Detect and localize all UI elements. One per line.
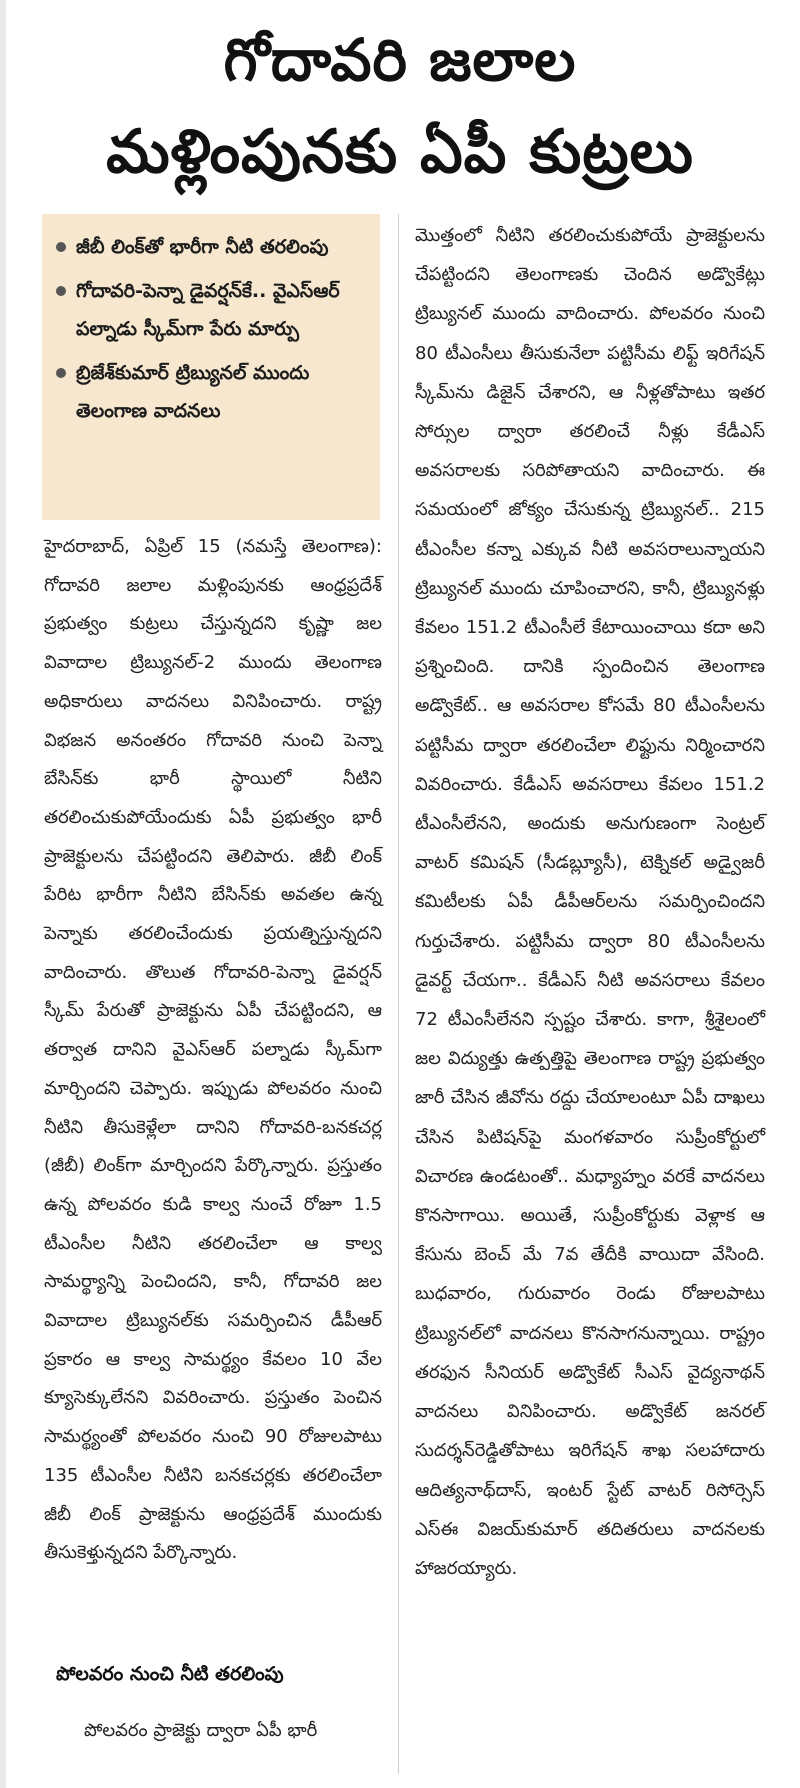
highlights-box	[42, 214, 380, 520]
highlight-item	[56, 272, 370, 348]
headline-line-1: గోదావరి జలాల	[223, 26, 577, 94]
highlight-item	[56, 228, 370, 266]
article-body-left-tail: పోలవరం ప్రాజెక్టు ద్వారా ఏపీ భారీ	[84, 1720, 318, 1741]
article-body-left: హైదరాబాద్, ఏప్రిల్ 15 (నమస్తే తెలంగాణ): గోదావరి జలాల మళ్లింపునకు ఆంధ్రప్రదేశ్ ప్రభుత్వం కుట్రలు చేస్తున్నదని కృష్ణా జల వివాదాల ట్రిబ్యునల్-2 ముందు తెలంగాణ అధికారులు వాదనలు వినిపించారు. రాష్ట్ర విభజన అనంతరం గోదావరి నుంచి పెన్నా బేసిన్‌కు భారీ స్థాయిలో నీటిని తరలించుకుపోయేందుకు ఏపీ ప్రభుత్వం భారీ ప్రాజెక్టులను చేపట్టిందని తెలిపారు. జీబీ లింక్ పేరిట భారీగా నీటిని బేసిన్‌కు అవతల ఉన్న పెన్నాకు తరలించేందుకు ప్రయత్నిస్తున్నదని వాదించారు. తొలుత గోదావరి-పెన్నా డైవర్షన్ స్కీమ్ పేరుతో ప్రాజెక్టును ఏపీ చేపట్టిందని, ఆ తర్వాత దానిని వైఎస్‌ఆర్ పల్నాడు స్కీమ్‌గా మార్చిందని చెప్పారు. ఇప్పుడు పోలవరం నుంచి నీటిని తీసుకెళ్లేలా దానిని గోదావరి-బనకచర్ల (జీబీ) లింక్‌గా మార్చిందని పేర్కొన్నారు. ప్రస్తుతం ఉన్న పోలవరం కుడి కాల్వ నుంచే రోజూ 1.5 టీఎంసీల నీటిని తరలించేలా ఆ కాల్వ సామర్థ్యాన్ని పెంచిందని, కానీ, గోదావరి జల వివాదాల ట్రిబ్యునల్‌కు సమర్పించిన డీపీఆర్ ప్రకారం ఆ కాల్వ సామర్థ్యం కేవలం 10 వేల క్యూసెక్కులేనని వివరించారు. ప్రస్తుతం పెంచిన సామర్థ్యంతో పోలవరం నుంచి 90 రోజులపాటు 135 టీఎంసీల నీటిని బనకచర్లకు తరలించేలా జీబీ లింక్ ప్రాజెక్టును ఆంధ్రప్రదేశ్ ముందుకు తీసుకెళ్తున్నదని పేర్కొన్నారు.	[44, 536, 382, 1564]
highlight-text: బ్రిజేశ్‌కుమార్ ట్రిబ్యునల్ ముందు తెలంగాణ వాదనలు	[76, 362, 310, 422]
article-body-right: మొత్తంలో నీటిని తరలించుకుపోయే ప్రాజెక్టులను చేపట్టిందని తెలంగాణకు చెందిన అడ్వొకేట్లు ట్రిబ్యునల్ ముందు వాదించారు. పోలవరం నుంచి 80 టీఎంసీలు తీసుకునేలా పట్టిసీమ లిఫ్ట్ ఇరిగేషన్ స్కీమ్‌ను డిజైన్ చేశారని, ఆ నీళ్లతోపాటు ఇతర సోర్సుల ద్వారా తరలించే నీళ్లు కేడీఎస్ అవసరాలకు సరిపోతాయని వాదించారు. ఈ సమయంలో జోక్యం చేసుకున్న ట్రిబ్యునల్.. 215 టీఎంసీల కన్నా ఎక్కువ నీటి అవసరాలున్నాయని ట్రిబ్యునల్ ముందు చూపించారని, కానీ, ట్రిబ్యునళ్లు కేవలం 151.2 టీఎంసీలే కేటాయించాయి కదా అని ప్రశ్నించింది. దానికి స్పందించిన తెలంగాణ అడ్వొకేట్.. ఆ అవసరాల కోసమే 80 టీఎంసీలను పట్టిసీమ ద్వారా తరలించేలా లిఫ్టును నిర్మించారని వివరించారు. కేడీఎస్ అవసరాలు కేవలం 151.2 టీఎంసీలేనని, అందుకు అనుగుణంగా సెంట్రల్ వాటర్ కమిషన్ (సీడబ్ల్యూసీ), టెక్నికల్ అడ్వైజరీ కమిటీలకు ఏపీ డీపీఆర్‌లను సమర్పించిందని గుర్తుచేశారు. పట్టిసీమ ద్వారా 80 టీఎంసీలను డైవర్ట్ చేయగా.. కేడీఎస్ నీటి అవసరాలు కేవలం 72 టీఎంసీలేనని స్పష్టం చేశారు. కాగా, శ్రీశైలంలో జల విద్యుత్తు ఉత్పత్తిపై తెలంగాణ రాష్ట్ర ప్రభుత్వం జారీ చేసిన జీవోను రద్దు చేయాలంటూ ఏపీ దాఖలు చేసిన పిటిషన్‌పై మంగళవారం సుప్రీంకోర్టులో విచారణ ఉండటంతో.. మధ్యాహ్నం వరకే వాదనలు కొనసాగాయి. అయితే, సుప్రీంకోర్టుకు వెళ్లాక ఆ కేసును బెంచ్ మే 7వ తేదీకి వాయిదా వేసింది. బుధవారం, గురువారం రెండు రోజులపాటు ట్రిబ్యునల్‌లో వాదనలు కొనసాగనున్నాయి. రాష్ట్రం తరఫున సీనియర్ అడ్వొకేట్ సీఎస్ వైద్యనాథన్ వాదనలు వినిపించారు. అడ్వొకేట్ జనరల్ సుదర్శన్‌రెడ్డితోపాటు ఇరిగేషన్ శాఖ సలహాదారు ఆదిత్యనాథ్‌దాస్, ఇంటర్ స్టేట్ వాటర్ రిసోర్సెస్ ఎస్‌ఈ విజయ్‌కుమార్ తదితరులు వాదనలకు హాజరయ్యారు.	[415, 225, 765, 1579]
column-divider	[398, 214, 399, 1774]
page-edge	[0, 0, 6, 1788]
headline	[20, 16, 780, 200]
highlight-text: గోదావరి-పెన్నా డైవర్షన్‌కే.. వైఎస్‌ఆర్ పల్నాడు స్కీమ్‌గా పేరు మార్పు	[76, 280, 340, 340]
bullet-icon	[56, 368, 66, 378]
highlight-text: జీబీ లింక్‌తో భారీగా నీటి తరలింపు	[76, 236, 329, 258]
headline-line-2: మళ్లింపునకు ఏపీ కుట్రలు	[106, 117, 694, 187]
subheading: పోలవరం నుంచి నీటి తరలింపు	[56, 1663, 284, 1685]
highlight-item	[56, 354, 370, 430]
bullet-icon	[56, 286, 66, 296]
bullet-icon	[56, 242, 66, 252]
